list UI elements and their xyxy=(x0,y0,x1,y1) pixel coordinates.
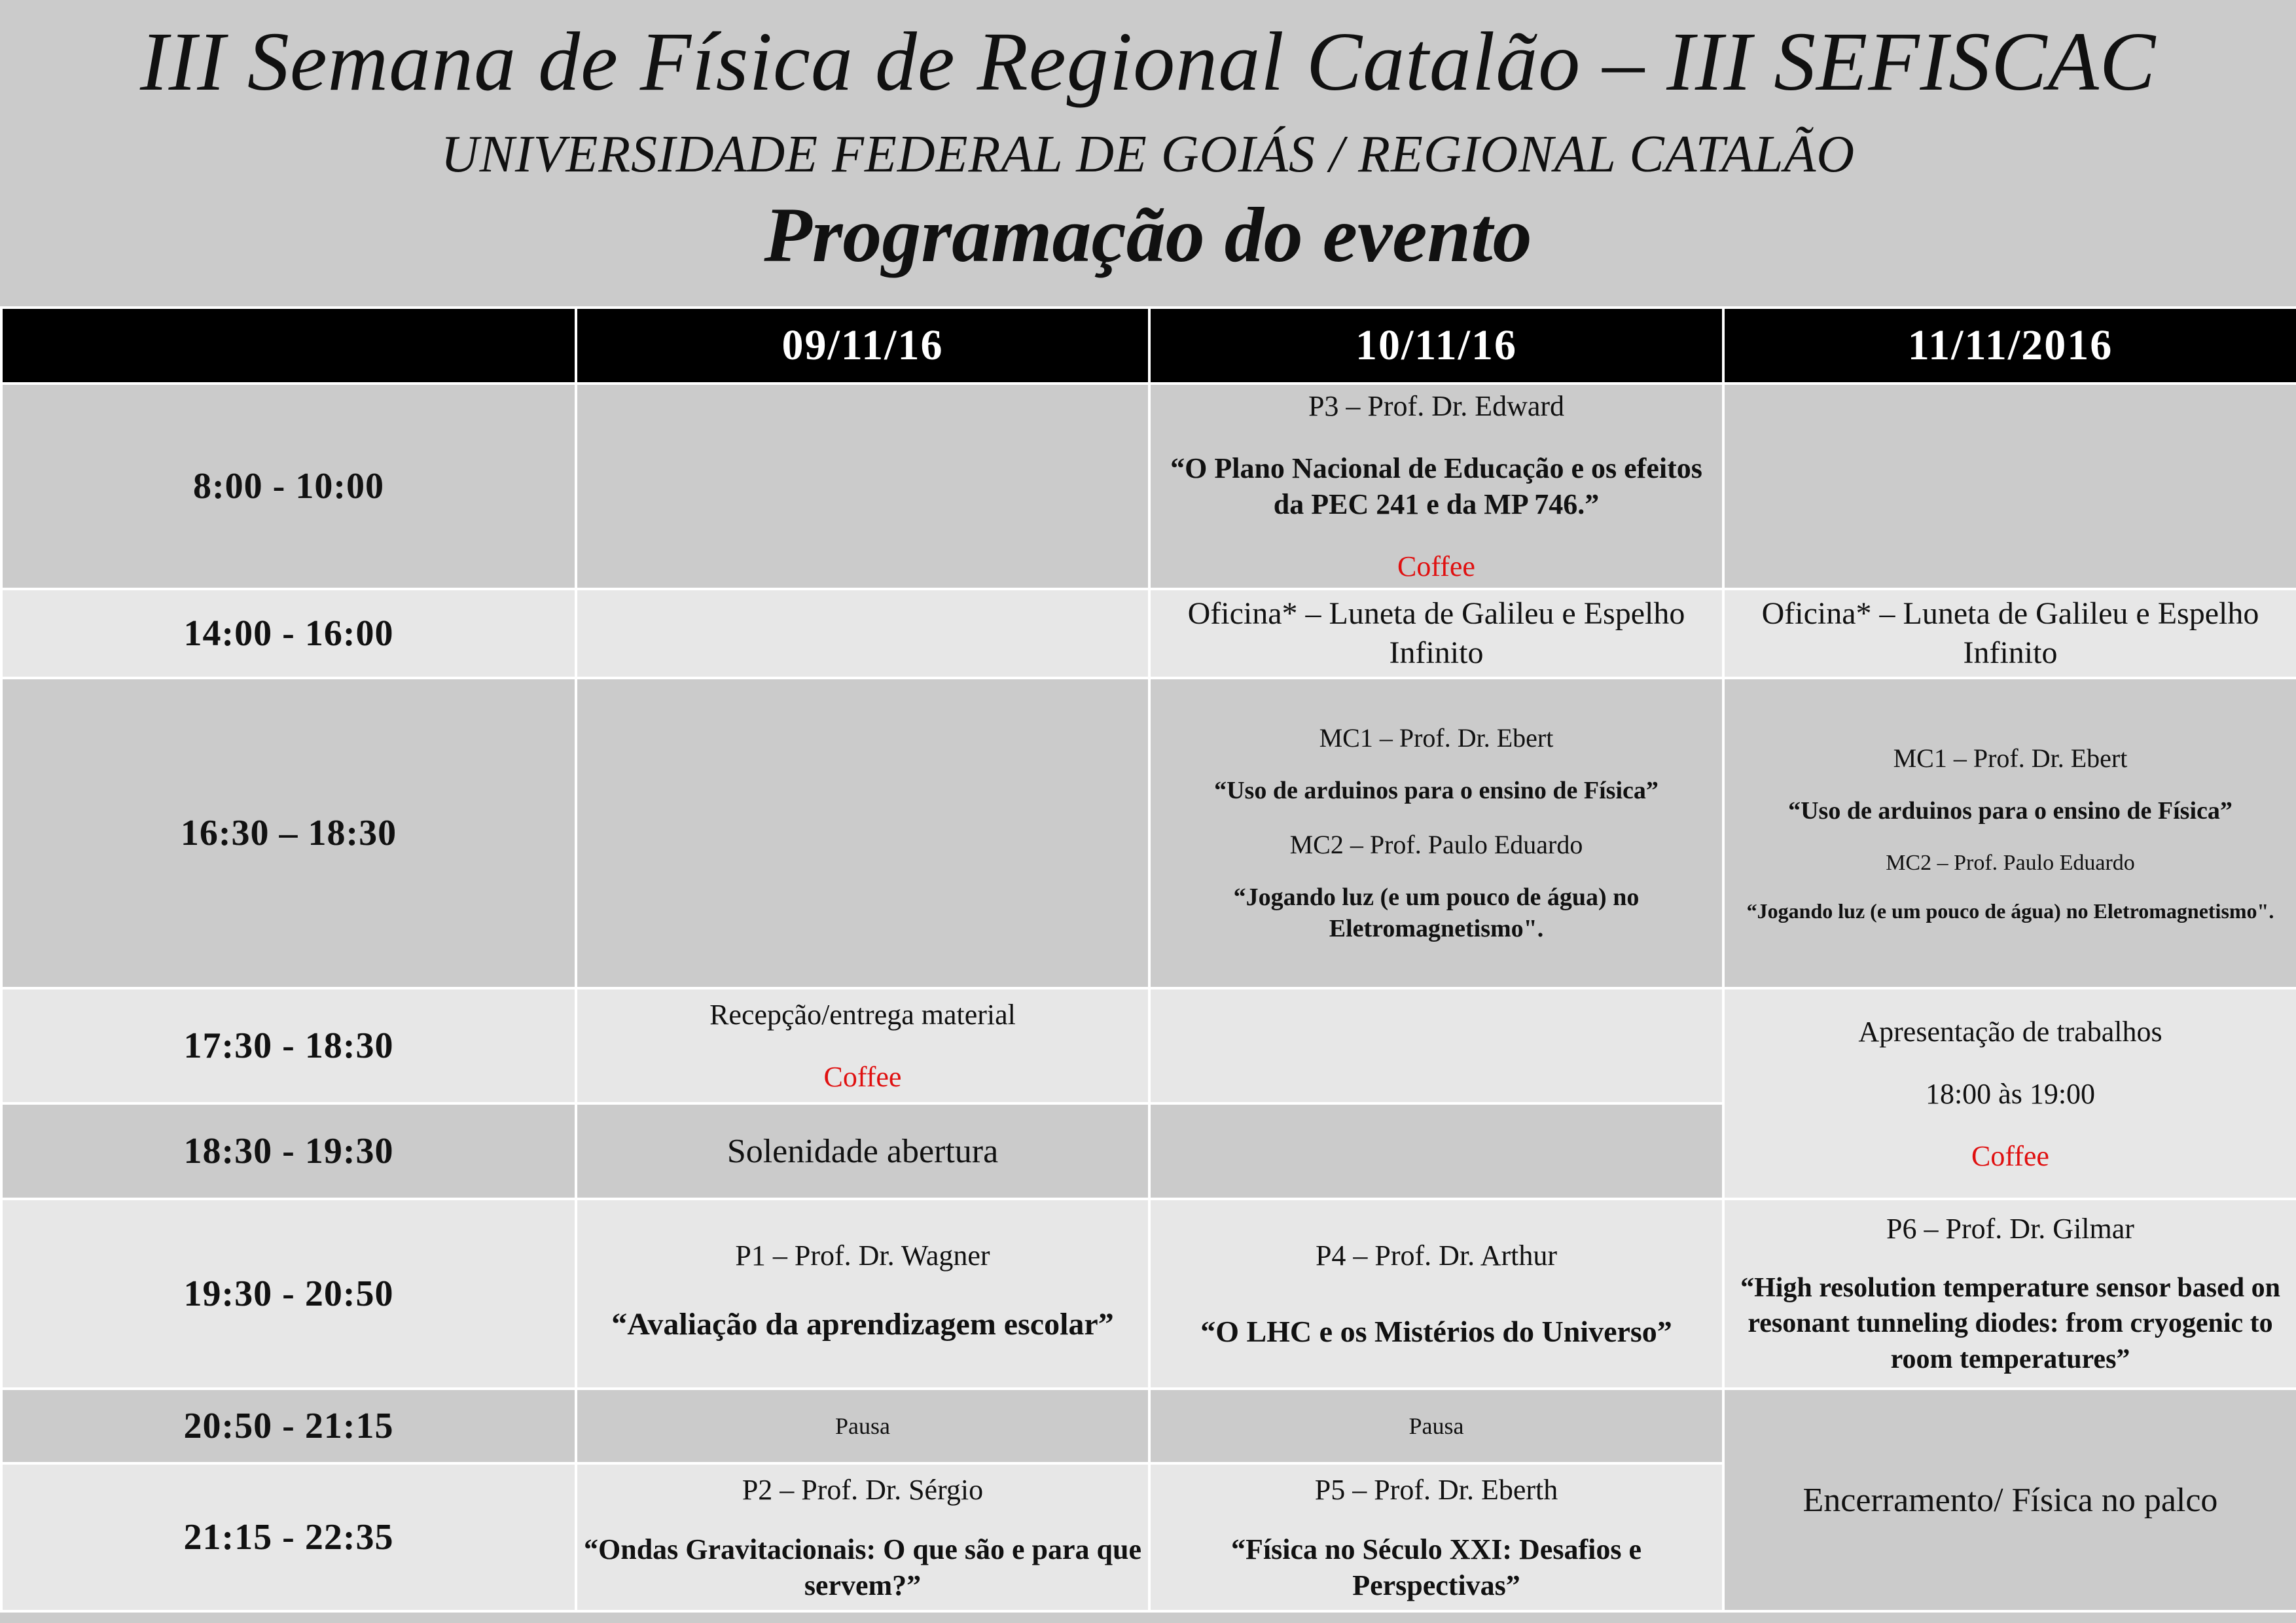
time-slot: 16:30 – 18:30 xyxy=(1,678,576,988)
lecture-cell xyxy=(576,1463,1149,1611)
speaker-name: MC2 – Prof. Paulo Eduardo xyxy=(1289,830,1583,860)
session-cell xyxy=(1149,383,1723,589)
schedule-header-row xyxy=(1,308,2296,383)
table-row xyxy=(1,383,2296,589)
talk-title: “Uso de arduinos para o ensino de Física” xyxy=(1214,776,1659,804)
session-cell xyxy=(576,988,1149,1103)
minicourse-cell xyxy=(1149,678,1723,988)
time-slot: 19:30 - 20:50 xyxy=(1,1199,576,1389)
speaker-name: P6 – Prof. Dr. Gilmar xyxy=(1886,1212,2134,1245)
empty-cell xyxy=(1149,988,1723,1103)
talk-title: “Uso de arduinos para o ensino de Física” xyxy=(1788,797,2233,825)
table-row xyxy=(1,1389,2296,1463)
presentations-cell xyxy=(1723,988,2296,1199)
coffee-label: Coffee xyxy=(823,1061,902,1093)
presentations-label: Apresentação de trabalhos xyxy=(1858,1015,2162,1048)
empty-cell xyxy=(576,383,1149,589)
talk-title: “Avaliação da aprendizagem escolar” xyxy=(611,1307,1114,1342)
closing-cell: Encerramento/ Física no palco xyxy=(1723,1389,2296,1611)
table-row xyxy=(1,678,2296,988)
header-day-3: 11/11/2016 xyxy=(1723,308,2296,383)
lecture-cell xyxy=(1149,1463,1723,1611)
speaker-name: MC2 – Prof. Paulo Eduardo xyxy=(1886,850,2135,875)
opening-ceremony-cell: Solenidade abertura xyxy=(576,1103,1149,1199)
speaker-name: MC1 – Prof. Dr. Ebert xyxy=(1319,722,1554,753)
reception-label: Recepção/entrega material xyxy=(709,999,1016,1031)
speaker-name: P3 – Prof. Dr. Edward xyxy=(1308,390,1565,422)
table-row xyxy=(1,589,2296,678)
coffee-label: Coffee xyxy=(1397,550,1475,582)
workshop-cell: Oficina* – Luneta de Galileu e Espelho Infinito xyxy=(1149,589,1723,678)
lecture-cell xyxy=(1149,1199,1723,1389)
time-slot: 18:30 - 19:30 xyxy=(1,1103,576,1199)
pause-cell: Pausa xyxy=(576,1389,1149,1463)
empty-cell xyxy=(1723,383,2296,589)
lecture-cell xyxy=(576,1199,1149,1389)
header-day-2: 10/11/16 xyxy=(1149,308,1723,383)
talk-title: “Ondas Gravitacionais: O que são e para que servem?” xyxy=(584,1533,1141,1601)
talk-title: “Física no Século XXI: Desafios e Perspectivas” xyxy=(1231,1533,1641,1601)
empty-cell xyxy=(576,589,1149,678)
table-row xyxy=(1,1199,2296,1389)
table-row xyxy=(1,988,2296,1103)
empty-cell xyxy=(1149,1103,1723,1199)
time-slot: 8:00 - 10:00 xyxy=(1,383,576,589)
speaker-name: P2 – Prof. Dr. Sérgio xyxy=(742,1473,984,1506)
talk-title: “O LHC e os Mistérios do Universo” xyxy=(1200,1314,1672,1348)
time-slot: 14:00 - 16:00 xyxy=(1,589,576,678)
talk-title: “Jogando luz (e um pouco de água) no Eletromagnetismo". xyxy=(1746,899,2274,923)
presentations-time: 18:00 às 19:00 xyxy=(1925,1077,2096,1110)
speaker-name: P1 – Prof. Dr. Wagner xyxy=(735,1240,990,1272)
schedule-table xyxy=(0,306,2296,1613)
page-title: III Semana de Física de Regional Catalão – III SEFISCAC xyxy=(139,15,2157,108)
speaker-name: P5 – Prof. Dr. Eberth xyxy=(1314,1473,1558,1506)
pause-cell: Pausa xyxy=(1149,1389,1723,1463)
talk-title: “O Plano Nacional de Educação e os efeitos da PEC 241 e da MP 746.” xyxy=(1170,452,1702,520)
lecture-cell xyxy=(1723,1199,2296,1389)
page-subtitle: UNIVERSIDADE FEDERAL DE GOIÁS / REGIONAL CATALÃO xyxy=(440,126,1856,183)
minicourse-cell xyxy=(1723,678,2296,988)
empty-cell xyxy=(576,678,1149,988)
time-slot: 17:30 - 18:30 xyxy=(1,988,576,1103)
time-slot: 21:15 - 22:35 xyxy=(1,1463,576,1611)
speaker-name: P4 – Prof. Dr. Arthur xyxy=(1315,1239,1558,1272)
talk-title: “High resolution temperature sensor based on resonant tunneling diodes: from cryogenic to room temperatures” xyxy=(1740,1272,2280,1374)
page-header xyxy=(0,0,2296,306)
talk-title: “Jogando luz (e um pouco de água) no Eletromagnetismo". xyxy=(1233,883,1640,942)
workshop-cell: Oficina* – Luneta de Galileu e Espelho Infinito xyxy=(1723,589,2296,678)
speaker-name: MC1 – Prof. Dr. Ebert xyxy=(1893,743,2128,773)
header-time-column xyxy=(1,308,576,383)
coffee-label: Coffee xyxy=(1971,1139,2049,1172)
header-day-1: 09/11/16 xyxy=(576,308,1149,383)
time-slot: 20:50 - 21:15 xyxy=(1,1389,576,1463)
program-heading: Programação do evento xyxy=(764,191,1532,278)
